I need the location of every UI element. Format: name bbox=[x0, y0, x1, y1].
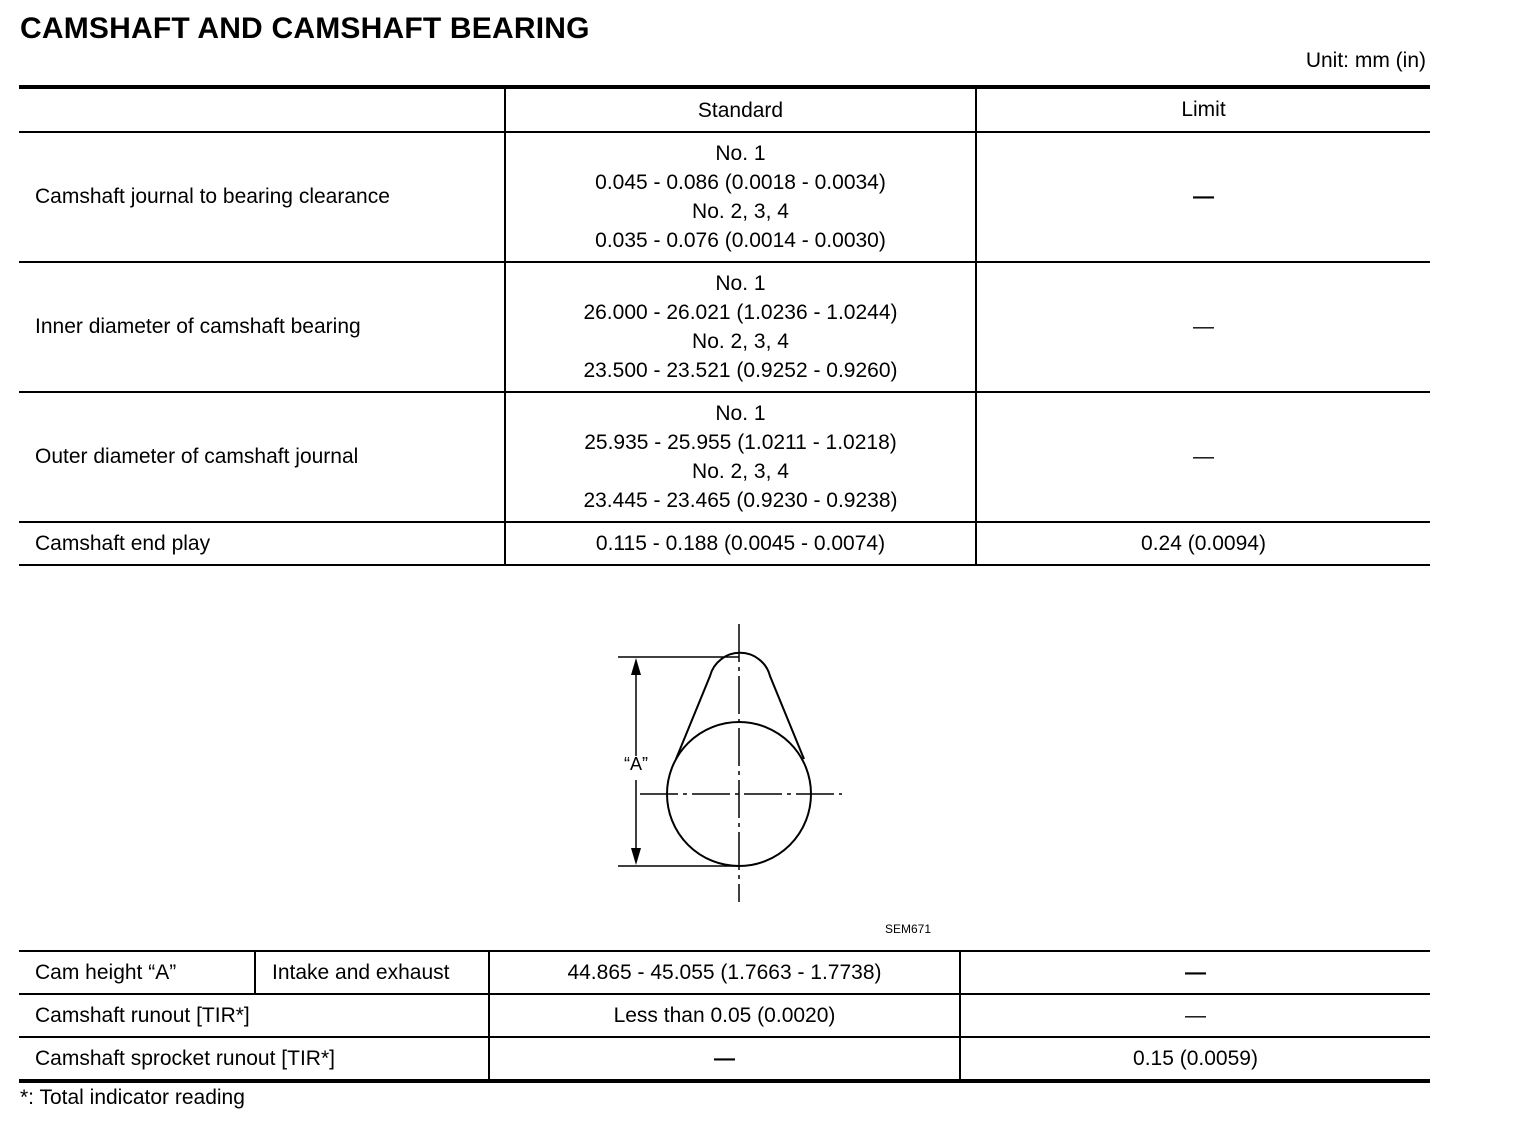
table-row bbox=[19, 262, 1430, 392]
row-item: Cam height “A” bbox=[19, 951, 255, 994]
standard-line: 26.000 - 26.021 (1.0236 - 1.0244) bbox=[583, 301, 898, 324]
row-limit: — bbox=[976, 392, 1430, 522]
table-header-row bbox=[19, 87, 1430, 132]
row-limit: — bbox=[976, 132, 1430, 262]
standard-line: No. 2, 3, 4 bbox=[692, 200, 789, 223]
standard-line: No. 1 bbox=[715, 402, 766, 425]
row-limit: — bbox=[960, 994, 1430, 1037]
standard-line: No. 1 bbox=[715, 142, 766, 165]
standard-line: 0.045 - 0.086 (0.0018 - 0.0034) bbox=[595, 171, 886, 194]
row-limit: 0.15 (0.0059) bbox=[960, 1037, 1430, 1081]
standard-line: No. 2, 3, 4 bbox=[692, 330, 789, 353]
header-standard: Standard bbox=[505, 87, 976, 132]
header-item bbox=[19, 87, 505, 132]
spec-table-bearing bbox=[19, 85, 1430, 566]
table-row bbox=[19, 1037, 1430, 1081]
unit-label: Unit: mm (in) bbox=[1305, 49, 1426, 72]
page-title: CAMSHAFT AND CAMSHAFT BEARING bbox=[20, 12, 590, 45]
standard-line: No. 2, 3, 4 bbox=[692, 460, 789, 483]
row-standard: Less than 0.05 (0.0020) bbox=[489, 994, 960, 1037]
standard-line: 23.500 - 23.521 (0.9252 - 0.9260) bbox=[583, 359, 898, 382]
table-row bbox=[19, 132, 1430, 262]
row-item: Camshaft sprocket runout [TIR*] bbox=[35, 1046, 335, 1070]
table-row bbox=[19, 951, 1430, 994]
table-row bbox=[19, 392, 1430, 522]
row-item: Camshaft runout [TIR*] bbox=[19, 994, 489, 1037]
standard-line: 23.445 - 23.465 (0.9230 - 0.9238) bbox=[583, 489, 898, 512]
standard-line: No. 1 bbox=[715, 272, 766, 295]
header-limit: Limit bbox=[976, 87, 1430, 132]
row-limit: 0.24 (0.0094) bbox=[976, 522, 1430, 565]
row-limit: — bbox=[976, 262, 1430, 392]
row-standard: 44.865 - 45.055 (1.7663 - 1.7738) bbox=[489, 951, 960, 994]
dimension-label: “A” bbox=[624, 754, 648, 774]
row-standard: 0.115 - 0.188 (0.0045 - 0.0074) bbox=[505, 522, 976, 565]
row-item: Inner diameter of camshaft bearing bbox=[19, 262, 505, 392]
arrow-down-icon bbox=[631, 848, 641, 865]
cam-lobe-outline bbox=[676, 653, 804, 759]
row-item: Outer diameter of camshaft journal bbox=[19, 392, 505, 522]
cam-lobe-figure bbox=[600, 620, 860, 915]
cam-lobe-diagram bbox=[600, 620, 860, 910]
row-item: Camshaft journal to bearing clearance bbox=[19, 132, 505, 262]
row-standard bbox=[505, 262, 976, 392]
footnote: *: Total indicator reading bbox=[20, 1086, 245, 1109]
row-standard bbox=[505, 392, 976, 522]
figure-code: SEM671 bbox=[885, 922, 932, 936]
row-standard bbox=[505, 132, 976, 262]
row-item: Camshaft end play bbox=[19, 522, 505, 565]
row-limit: — bbox=[960, 951, 1430, 994]
row-standard: — bbox=[489, 1037, 960, 1081]
table-row bbox=[19, 994, 1430, 1037]
spec-table-cam bbox=[19, 950, 1430, 1083]
arrow-up-icon bbox=[631, 658, 641, 675]
table-row bbox=[19, 522, 1430, 565]
standard-line: 25.935 - 25.955 (1.0211 - 1.0218) bbox=[584, 431, 897, 454]
row-subitem: Intake and exhaust bbox=[255, 951, 489, 994]
standard-line: 0.035 - 0.076 (0.0014 - 0.0030) bbox=[595, 229, 886, 252]
